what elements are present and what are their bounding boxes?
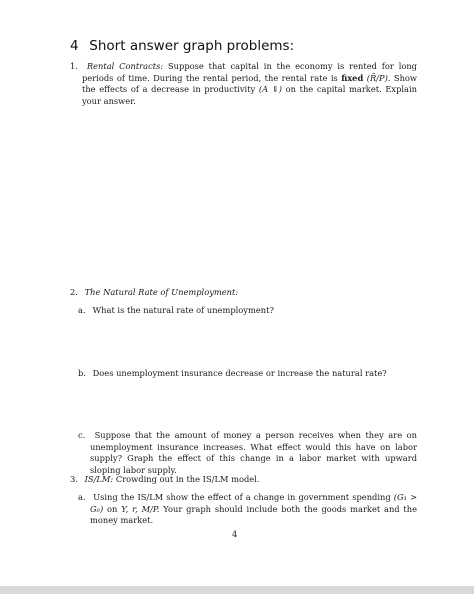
question-2-label: 2.	[70, 287, 78, 297]
question-3a-text-part3: Your graph should include both the goods market and the money market.	[90, 503, 418, 526]
question-1-text-part3: on the capital market. Explain your answer.	[82, 84, 417, 106]
question-3a-math-variables: Y, r, M/P.	[121, 503, 160, 514]
question-2b	[78, 368, 417, 380]
question-2b-label: b.	[78, 368, 86, 378]
section-heading	[70, 38, 294, 54]
question-3a-text-part2: on	[107, 503, 118, 514]
question-1-text-part1: Suppose that capital in the economy is rented for long periods of time. During the rental period, the rental rate is	[82, 61, 417, 83]
question-2c	[78, 430, 417, 476]
question-3a-label: a.	[78, 492, 86, 502]
question-2c-label: c.	[78, 430, 86, 440]
question-1-math-rate: (R̄/P).	[366, 72, 391, 83]
question-2b-text: Does unemployment insurance decrease or increase the natural rate?	[92, 368, 387, 378]
question-1-text-part2: Show the effects of a decrease in productivity	[82, 72, 418, 95]
question-2c-text: Suppose that the amount of money a person receives when they are on unemployment insurance increases. What effect would this have on labor supply? Graph the effect of this change in a labor market with upward sloping labor supply.	[90, 430, 418, 475]
question-2	[70, 287, 417, 299]
question-3a	[78, 492, 417, 527]
section-number: 4	[70, 38, 79, 54]
question-3-title: IS/LM:	[84, 474, 114, 484]
question-1-label: 1.	[70, 61, 78, 71]
question-2a	[78, 305, 417, 317]
question-1	[70, 61, 417, 107]
question-3	[70, 474, 417, 486]
question-1-title: Rental Contracts:	[86, 61, 164, 71]
question-2-title: The Natural Rate of Unemployment:	[84, 287, 239, 297]
question-3a-text-part1: Using the IS/LM show the effect of a change in government spending	[93, 492, 391, 502]
question-3-label: 3.	[70, 474, 78, 484]
question-3a-math-spending: (G₁ > G₀)	[90, 492, 418, 514]
question-2a-label: a.	[78, 305, 86, 315]
page-number: 4	[232, 529, 238, 539]
question-1-bold-word: fixed	[341, 72, 364, 83]
question-3-text: Crowding out in the IS/LM model.	[115, 474, 260, 484]
section-title: Short answer graph problems:	[89, 38, 295, 54]
question-2a-text: What is the natural rate of unemployment?	[92, 305, 274, 315]
question-1-math-productivity: (A ⇓)	[258, 84, 282, 95]
